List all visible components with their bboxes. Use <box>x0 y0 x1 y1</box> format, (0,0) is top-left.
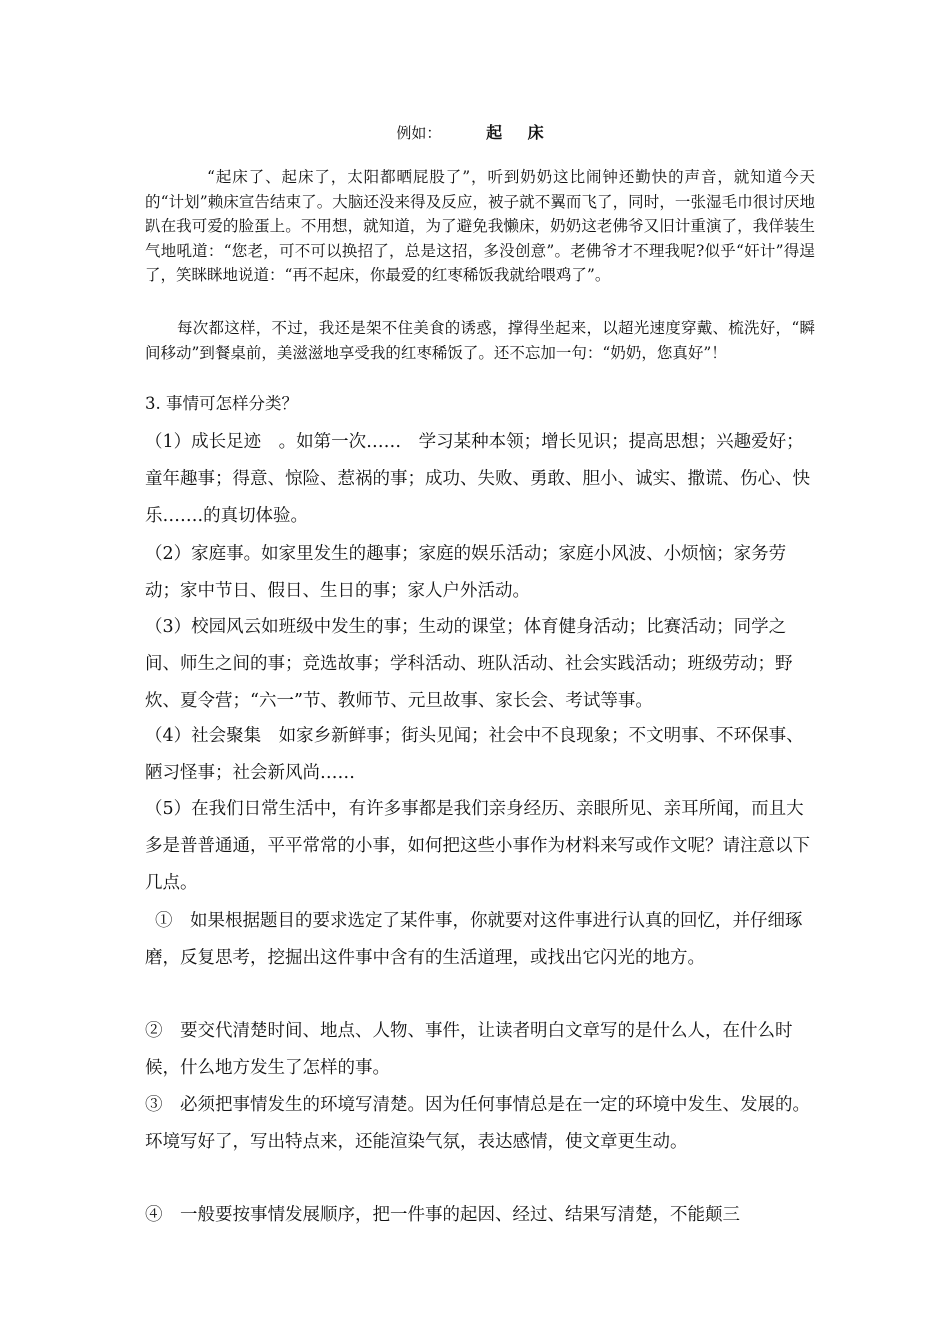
story-paragraph-2: 每次都这样，不过，我还是架不住美食的诱惑，撑得坐起来，以超光速度穿戴、梳洗好，“瞬间移动”到餐桌前，美滋滋地享受我的红枣稀饭了。还不忘加一句：“奶奶，您真好”！ <box>145 319 815 362</box>
section-heading: 3. 事情可怎样分类？ <box>145 394 298 413</box>
story-paragraph-1: “起床了、起床了，太阳都晒屁股了”，听到奶奶这比闹钟还勤快的声音，就知道今天的“计划”赖床宣告结束了。大脑还没来得及反应，被子就不翼而飞了，同时，一张湿毛巾很讨厌地趴在我可爱的脸蛋上。不用想，就知道，为了避免我懒床，奶奶这老佛爷又旧计重演了，我佯装生气地吼道：“您老，可不可以换招了，总是这招，多没创意”。老佛爷才不理我呢?似乎“奸计”得逞了，笑眯眯地说道：“再不起床，你最爱的红枣稀饭我就给喂鸡了”。 <box>145 168 815 284</box>
category-item-4: （4）社会聚集 如家乡新鲜事；街头见闻；社会中不良现象；不文明事、不环保事、陋习怪事；社会新风尚…… <box>145 726 804 783</box>
writing-point-1: ① 如果根据题目的要求选定了某件事，你就要对这件事进行认真的回忆，并仔细琢磨，反复思考，挖掘出这件事中含有的生活道理，或找出它闪光的地方。 <box>145 911 803 968</box>
category-item-1: （1）成长足迹 。如第一次…… 学习某种本领；增长见识；提高思想；兴趣爱好；童年趣事；得意、惊险、惹祸的事；成功、失败、勇敢、胆小、诚实、撒谎、伤心、快乐…….的真切体验。 <box>145 432 810 526</box>
category-item-3: （3）校园风云如班级中发生的事；生动的课堂；体育健身活动；比赛活动；同学之间、师生之间的事；竞选故事；学科活动、班队活动、社会实践活动；班级劳动；野炊、夏令营；“六一”节、教师节、元旦故事、家长会、考试等事。 <box>145 617 793 711</box>
example-prefix: 例如： <box>396 124 442 142</box>
story-title-row <box>0 120 950 143</box>
writing-point-2: ② 要交代清楚时间、地点、人物、事件，让读者明白文章写的是什么人，在什么时候，什么地方发生了怎样的事。 <box>145 1021 793 1078</box>
category-item-5: （5）在我们日常生活中，有许多事都是我们亲身经历、亲眼所见、亲耳所闻，而且大多是普普通通，平平常常的小事，如何把这些小事作为材料来写或作文呢？请注意以下几点。 <box>145 799 810 893</box>
writing-point-4: ④ 一般要按事情发展顺序，把一件事的起因、经过、结果写清楚，不能颠三 <box>145 1205 740 1225</box>
writing-point-3: ③ 必须把事情发生的环境写清楚。因为任何事情总是在一定的环境中发生、发展的。环境写好了，写出特点来，还能渲染气氛，表达感情，使文章更生动。 <box>145 1095 810 1152</box>
category-item-2: （2）家庭事。如家里发生的趣事；家庭的娱乐活动；家庭小风波、小烦恼；家务劳动；家中节日、假日、生日的事；家人户外活动。 <box>145 544 787 601</box>
story-title: 起 床 <box>486 123 554 142</box>
